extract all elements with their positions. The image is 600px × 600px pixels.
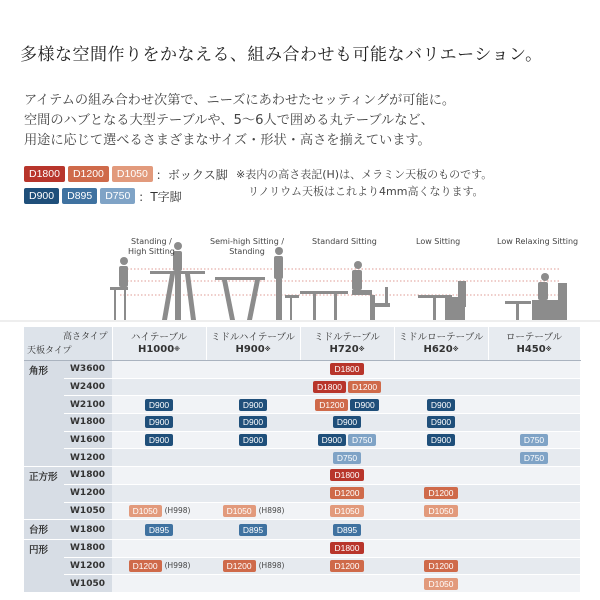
depth-tag: D1050 (424, 505, 457, 517)
depth-tag: D1800 (330, 469, 363, 481)
availability-cell (112, 431, 206, 449)
depth-tag: D900 (333, 416, 361, 428)
scene-label: Standing / High Sitting (128, 237, 175, 256)
availability-cell (112, 467, 206, 485)
shape-cell: 正方形 (24, 467, 64, 520)
depth-tag: D1800 (313, 381, 346, 393)
availability-cell (112, 449, 206, 467)
table-row (24, 557, 580, 575)
depth-tag: D895 (333, 524, 361, 536)
linoleum-note: リノリウム天板はこれより4mm高くなります。 (248, 185, 484, 198)
height-suffix: (H898) (258, 561, 285, 571)
column-header: ハイテーブル H1000※ (112, 327, 206, 361)
availability-cell (112, 396, 206, 414)
availability-cell (300, 396, 394, 414)
height-note: ※表内の高さ表記(H)は、メラミン天板のものです。 (236, 168, 493, 181)
depth-tag: D1200 (424, 560, 457, 572)
table-row (24, 414, 580, 432)
legend-tag: D895 (62, 188, 97, 204)
table-row (24, 539, 580, 557)
scene-label: Low Relaxing Sitting (497, 237, 579, 246)
depth-tag: D750 (520, 434, 548, 446)
corner-height-label: 高さタイプ (62, 332, 108, 342)
table-row (24, 449, 580, 467)
availability-cell (394, 467, 488, 485)
legend-label: ：T字脚 (138, 189, 182, 204)
column-header: ローテーブル H450※ (488, 327, 580, 361)
legend-box-leg (24, 165, 228, 183)
availability-cell (206, 449, 300, 467)
depth-tag: D900 (145, 434, 173, 446)
height-suffix: (H998) (164, 506, 191, 516)
depth-tag: D895 (239, 524, 267, 536)
availability-cell (488, 520, 580, 540)
depth-tag: D750 (333, 452, 361, 464)
width-cell: W1200 (64, 557, 112, 575)
width-cell: W2100 (64, 396, 112, 414)
table-row (24, 520, 580, 540)
availability-cell (112, 361, 206, 379)
availability-cell (300, 502, 394, 520)
table-row (24, 484, 580, 502)
depth-tag: D1800 (330, 542, 363, 554)
availability-cell (206, 361, 300, 379)
width-cell: W1800 (64, 467, 112, 485)
width-cell: W3600 (64, 361, 112, 379)
availability-cell (488, 449, 580, 467)
depth-tag: D900 (350, 399, 378, 411)
depth-tag: D900 (145, 399, 173, 411)
legend-tag: D1050 (112, 166, 153, 182)
availability-cell (112, 520, 206, 540)
availability-cell (488, 378, 580, 396)
availability-cell (394, 449, 488, 467)
depth-tag: D900 (427, 434, 455, 446)
column-header: ミドルハイテーブル H900※ (206, 327, 300, 361)
availability-cell (394, 520, 488, 540)
depth-tag: D1800 (330, 363, 363, 375)
width-cell: W1050 (64, 502, 112, 520)
availability-cell (206, 539, 300, 557)
variation-table (24, 327, 580, 593)
availability-cell (206, 575, 300, 593)
depth-tag: D1050 (330, 505, 363, 517)
table-row (24, 396, 580, 414)
seating-illustration (0, 225, 600, 325)
availability-cell (206, 467, 300, 485)
lead-line: アイテムの組み合わせ次第で、ニーズにあわせたセッティングが可能に。 (24, 93, 456, 108)
width-cell: W1200 (64, 484, 112, 502)
lead-line: 空間のハブとなる大型テーブルや、5〜6人で囲める丸テーブルなど、 (24, 113, 434, 128)
availability-cell (112, 539, 206, 557)
depth-tag: D900 (239, 416, 267, 428)
depth-tag: D900 (427, 416, 455, 428)
legend-tag: D900 (24, 188, 59, 204)
availability-cell (206, 396, 300, 414)
availability-cell (300, 520, 394, 540)
availability-cell (394, 396, 488, 414)
availability-cell (300, 361, 394, 379)
availability-cell (300, 449, 394, 467)
depth-tag: D1200 (129, 560, 162, 572)
depth-tag: D1200 (424, 487, 457, 499)
availability-cell (488, 539, 580, 557)
depth-tag: D1200 (223, 560, 256, 572)
width-cell: W1050 (64, 575, 112, 593)
scene-label: Semi-high Sitting / Standing (210, 237, 285, 256)
width-cell: W1200 (64, 449, 112, 467)
availability-cell (206, 431, 300, 449)
depth-tag: D1050 (424, 578, 457, 590)
availability-cell (112, 502, 206, 520)
shape-cell: 台形 (24, 520, 64, 540)
availability-cell (206, 502, 300, 520)
depth-tag: D900 (145, 416, 173, 428)
width-cell: W1800 (64, 414, 112, 432)
depth-tag: D1050 (223, 505, 256, 517)
height-suffix: (H998) (164, 561, 191, 571)
table-row (24, 467, 580, 485)
availability-cell (488, 414, 580, 432)
legend-t-leg (24, 187, 182, 205)
availability-cell (394, 557, 488, 575)
availability-cell (300, 557, 394, 575)
availability-cell (394, 575, 488, 593)
depth-tag: D750 (348, 434, 376, 446)
depth-tag: D1200 (330, 487, 363, 499)
availability-cell (488, 467, 580, 485)
table-row (24, 431, 580, 449)
availability-cell (488, 575, 580, 593)
availability-cell (300, 414, 394, 432)
availability-cell (112, 575, 206, 593)
availability-cell (206, 414, 300, 432)
availability-cell (394, 539, 488, 557)
depth-tag: D1200 (348, 381, 381, 393)
table-row (24, 378, 580, 396)
shape-cell: 円形 (24, 539, 64, 592)
width-cell: W2400 (64, 378, 112, 396)
availability-cell (300, 431, 394, 449)
width-cell: W1600 (64, 431, 112, 449)
availability-cell (488, 502, 580, 520)
depth-tag: D1050 (129, 505, 162, 517)
availability-cell (488, 396, 580, 414)
corner-top-label: 天板タイプ (27, 346, 72, 356)
availability-cell (112, 378, 206, 396)
shape-cell: 角形 (24, 361, 64, 467)
availability-cell (394, 361, 488, 379)
availability-cell (300, 539, 394, 557)
scene-label: Low Sitting (416, 237, 461, 246)
availability-cell (394, 431, 488, 449)
depth-tag: D1200 (330, 560, 363, 572)
legend-tag: D750 (100, 188, 135, 204)
availability-cell (300, 484, 394, 502)
legend-tag: D1200 (68, 166, 109, 182)
width-cell: W1800 (64, 539, 112, 557)
availability-cell (394, 414, 488, 432)
availability-cell (206, 557, 300, 575)
legend-label: ：ボックス脚 (155, 167, 228, 182)
column-header: ミドルテーブル H720※ (300, 327, 394, 361)
availability-cell (112, 484, 206, 502)
availability-cell (206, 520, 300, 540)
availability-cell (206, 378, 300, 396)
availability-cell (112, 414, 206, 432)
availability-cell (488, 431, 580, 449)
availability-cell (206, 484, 300, 502)
depth-tag: D895 (145, 524, 173, 536)
lead-line: 用途に応じて選べるさまざまなサイズ・形状・高さを揃えています。 (24, 133, 431, 148)
depth-tag: D750 (520, 452, 548, 464)
lead-text (24, 91, 455, 151)
depth-tag: D900 (239, 399, 267, 411)
depth-tag: D900 (427, 399, 455, 411)
availability-cell (300, 467, 394, 485)
availability-cell (300, 378, 394, 396)
depth-tag: D1200 (315, 399, 348, 411)
availability-cell (488, 557, 580, 575)
availability-cell (488, 361, 580, 379)
availability-cell (300, 575, 394, 593)
table-row (24, 575, 580, 593)
width-cell: W1800 (64, 520, 112, 540)
availability-cell (488, 484, 580, 502)
scene-label: Standard Sitting (312, 237, 377, 246)
table-row (24, 361, 580, 379)
depth-tag: D900 (239, 434, 267, 446)
headline: 多様な空間作りをかなえる、組み合わせも可能なバリエーション。 (20, 45, 543, 65)
height-suffix: (H898) (258, 506, 285, 516)
depth-tag: D900 (318, 434, 346, 446)
table-row (24, 502, 580, 520)
table-corner (24, 327, 112, 361)
column-header: ミドルローテーブル H620※ (394, 327, 488, 361)
availability-cell (394, 502, 488, 520)
legend-tag: D1800 (24, 166, 65, 182)
availability-cell (394, 378, 488, 396)
availability-cell (394, 484, 488, 502)
availability-cell (112, 557, 206, 575)
